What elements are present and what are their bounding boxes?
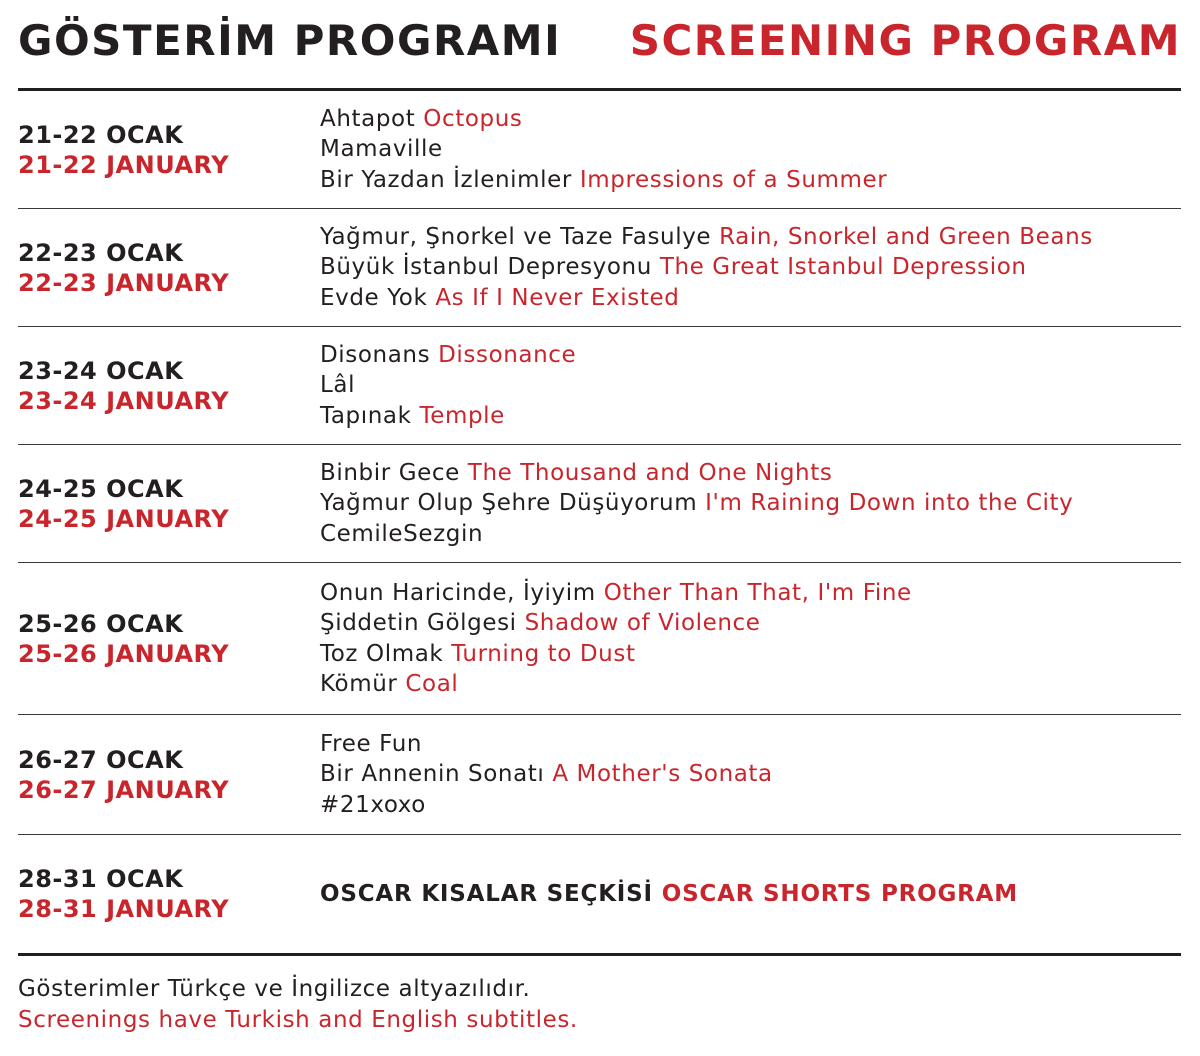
film-entry [320,879,1181,910]
film-title-turkish: Free Fun [320,730,423,757]
film-title-turkish: Ahtapot [320,105,416,132]
date-turkish: 22-23 OCAK [18,238,184,267]
films-cell [320,458,1181,550]
film-title-english: Turning to Dust [451,640,636,667]
film-title-english: OSCAR SHORTS PROGRAM [661,880,1018,907]
film-title-english: A Mother's Sonata [552,761,773,788]
date-cell [18,609,320,669]
film-title-turkish: Binbir Gece [320,459,460,486]
film-title-turkish: CemileSezgin [320,520,484,547]
film-title-turkish: Büyük İstanbul Depresyonu [320,254,652,281]
date-cell [18,745,320,805]
films-cell [320,578,1181,700]
date-turkish: 23-24 OCAK [18,356,184,385]
film-entry [320,639,1181,670]
film-entry [320,283,1181,314]
film-title-turkish: Evde Yok [320,284,428,311]
film-entry [320,458,1181,489]
date-cell [18,238,320,298]
date-english: 21-22 JANUARY [18,150,230,179]
schedule-row [18,835,1181,953]
page-header [18,0,1181,88]
film-title-turkish: Kömür [320,671,398,697]
film-entry [320,488,1181,519]
schedule-row [18,715,1181,835]
page-title-english: SCREENING PROGRAM [629,16,1181,65]
film-title-english: Other Than That, I'm Fine [603,579,912,606]
footer-note [18,956,1181,1035]
schedule-row [18,445,1181,563]
films-cell [320,729,1181,821]
date-turkish: 26-27 OCAK [18,745,184,774]
date-turkish: 28-31 OCAK [18,865,184,893]
film-entry [320,790,1181,821]
screening-program-page [18,0,1181,1035]
schedule-row [18,327,1181,445]
film-entry [320,340,1181,371]
date-cell [18,120,320,180]
film-title-english: Shadow of Violence [524,610,761,636]
film-entry [320,519,1181,550]
film-title-english: The Great Istanbul Depression [659,254,1027,281]
film-title-english: Octopus [423,105,523,132]
film-title-english: Temple [419,402,505,429]
films-cell [320,340,1181,432]
film-entry [320,222,1181,253]
film-title-turkish: Lâl [320,372,356,399]
films-cell [320,104,1181,196]
date-turkish: 24-25 OCAK [18,474,184,503]
film-entry [320,669,1181,700]
date-turkish: 25-26 OCAK [18,609,184,638]
films-cell [320,879,1181,910]
schedule-table [18,91,1181,953]
films-cell [320,222,1181,314]
subtitle-note-english: Screenings have Turkish and English subtitles. [18,1006,578,1033]
film-entry [320,252,1181,283]
film-entry [320,401,1181,432]
film-title-english: The Thousand and One Nights [467,459,833,486]
film-title-turkish: Tapınak [320,402,412,429]
schedule-row [18,91,1181,209]
date-english: 25-26 JANUARY [18,639,230,668]
film-title-turkish: Şiddetin Gölgesi [320,610,517,636]
film-entry [320,370,1181,401]
date-english: 23-24 JANUARY [18,386,230,415]
film-title-turkish: Disonans [320,341,431,368]
film-entry [320,729,1181,760]
date-english: 26-27 JANUARY [18,775,230,804]
schedule-row [18,563,1181,715]
date-cell [18,356,320,416]
subtitle-note-turkish: Gösterimler Türkçe ve İngilizce altyazılıdır. [18,976,531,1002]
page-title-turkish: GÖSTERİM PROGRAMI [18,16,562,65]
film-title-english: I'm Raining Down into the City [705,490,1074,517]
date-cell [18,864,320,924]
film-title-english: Rain, Snorkel and Green Beans [719,223,1093,250]
film-entry [320,104,1181,135]
film-title-turkish: #21xoxo [320,791,426,818]
film-title-turkish: Onun Haricinde, İyiyim [320,579,596,606]
date-english: 24-25 JANUARY [18,504,230,533]
film-title-turkish: OSCAR KISALAR SEÇKİSİ [320,880,653,907]
film-title-turkish: Toz Olmak [320,640,444,667]
film-title-turkish: Bir Annenin Sonatı [320,761,545,788]
film-title-english: As If I Never Existed [435,284,680,311]
film-entry [320,759,1181,790]
date-turkish: 21-22 OCAK [18,120,184,149]
film-title-turkish: Mamaville [320,136,443,163]
film-title-english: Impressions of a Summer [579,166,888,193]
film-entry [320,608,1181,639]
film-title-turkish: Bir Yazdan İzlenimler [320,166,572,193]
schedule-row [18,209,1181,327]
film-entry [320,134,1181,165]
date-english: 22-23 JANUARY [18,268,230,297]
film-title-english: Coal [405,671,459,697]
date-english: 28-31 JANUARY [18,895,230,923]
film-entry [320,578,1181,609]
date-cell [18,474,320,534]
film-entry [320,165,1181,196]
film-title-english: Dissonance [438,341,577,368]
film-title-turkish: Yağmur, Şnorkel ve Taze Fasulye [320,223,712,250]
film-title-turkish: Yağmur Olup Şehre Düşüyorum [320,490,698,517]
